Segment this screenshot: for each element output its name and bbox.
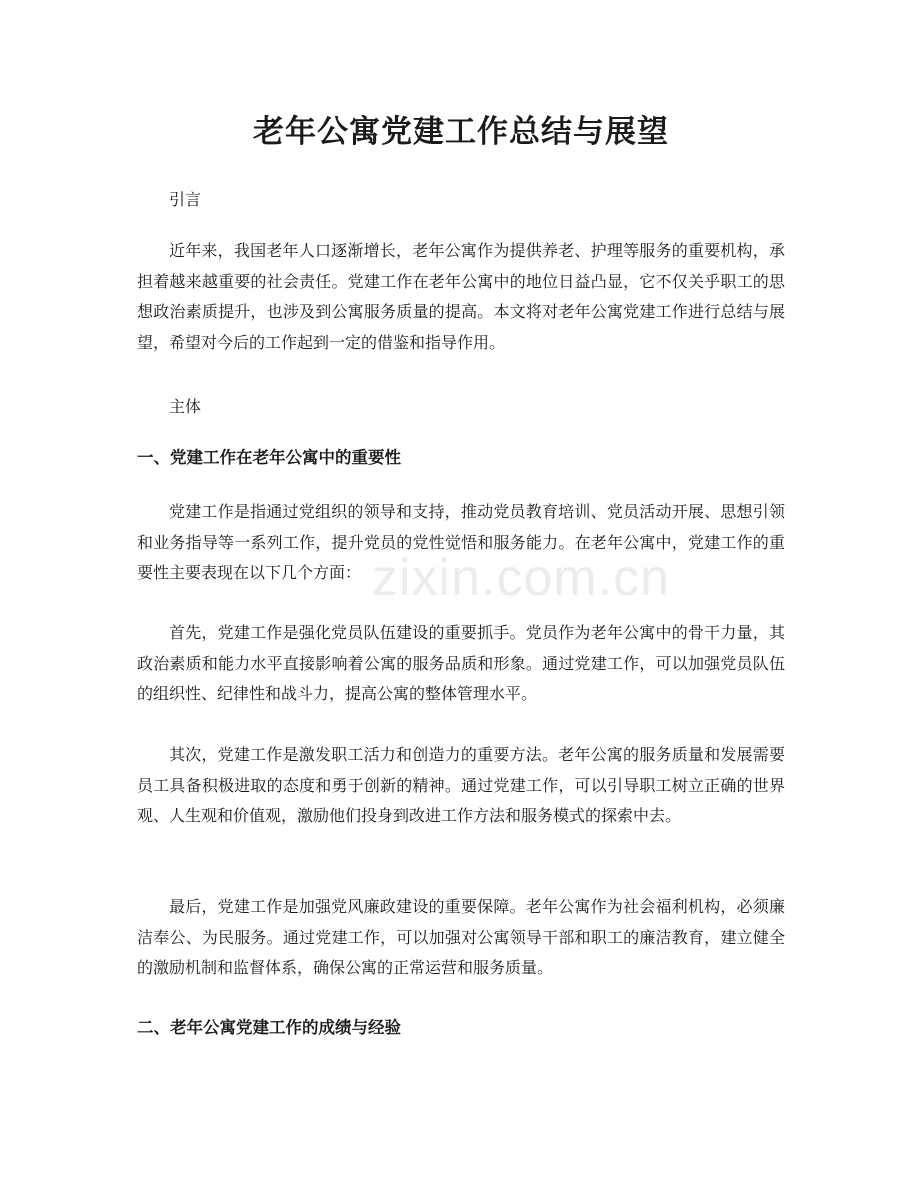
document-title: 老年公寓党建工作总结与展望 bbox=[253, 114, 669, 150]
section1-paragraph-1: 党建工作是指通过党组织的领导和支持，推动党员教育培训、党员活动开展、思想引领和业务指导等一系列工作，提升党员的党性觉悟和服务能力。在老年公寓中，党建工作的重要性主要表现在以下几个方面： bbox=[137, 502, 785, 582]
body-label: 主体 bbox=[169, 397, 202, 416]
section2-heading: 二、老年公寓党建工作的成绩与经验 bbox=[137, 1018, 401, 1037]
intro-paragraph: 近年来，我国老年人口逐渐增长，老年公寓作为提供养老、护理等服务的重要机构，承担着越来越重要的社会责任。党建工作在老年公寓中的地位日益凸显，它不仅关乎职工的思想政治素质提升，也涉及到公寓服务质量的提高。本文将对老年公寓党建工作进行总结与展望，希望对今后的工作起到一定的借鉴和指导作用。 bbox=[137, 241, 785, 352]
watermark: zixin.com.cn bbox=[372, 549, 671, 607]
section1-paragraph-3: 其次，党建工作是激发职工活力和创造力的重要方法。老年公寓的服务质量和发展需要员工具备积极进取的态度和勇于创新的精神。通过党建工作，可以引导职工树立正确的世界观、人生观和价值观，激励他们投身到改进工作方法和服务模式的探索中去。 bbox=[137, 745, 785, 825]
section1-paragraph-2: 首先，党建工作是强化党员队伍建设的重要抓手。党员作为老年公寓中的骨干力量，其政治素质和能力水平直接影响着公寓的服务品质和形象。通过党建工作，可以加强党员队伍的组织性、纪律性和战斗力，提高公寓的整体管理水平。 bbox=[137, 623, 785, 703]
section1-paragraph-4: 最后，党建工作是加强党风廉政建设的重要保障。老年公寓作为社会福利机构，必须廉洁奉公、为民服务。通过党建工作，可以加强对公寓领导干部和职工的廉洁教育，建立健全的激励机制和监督体系，确保公寓的正常运营和服务质量。 bbox=[137, 897, 785, 977]
intro-label: 引言 bbox=[169, 190, 202, 209]
section1-heading: 一、党建工作在老年公寓中的重要性 bbox=[137, 448, 401, 467]
